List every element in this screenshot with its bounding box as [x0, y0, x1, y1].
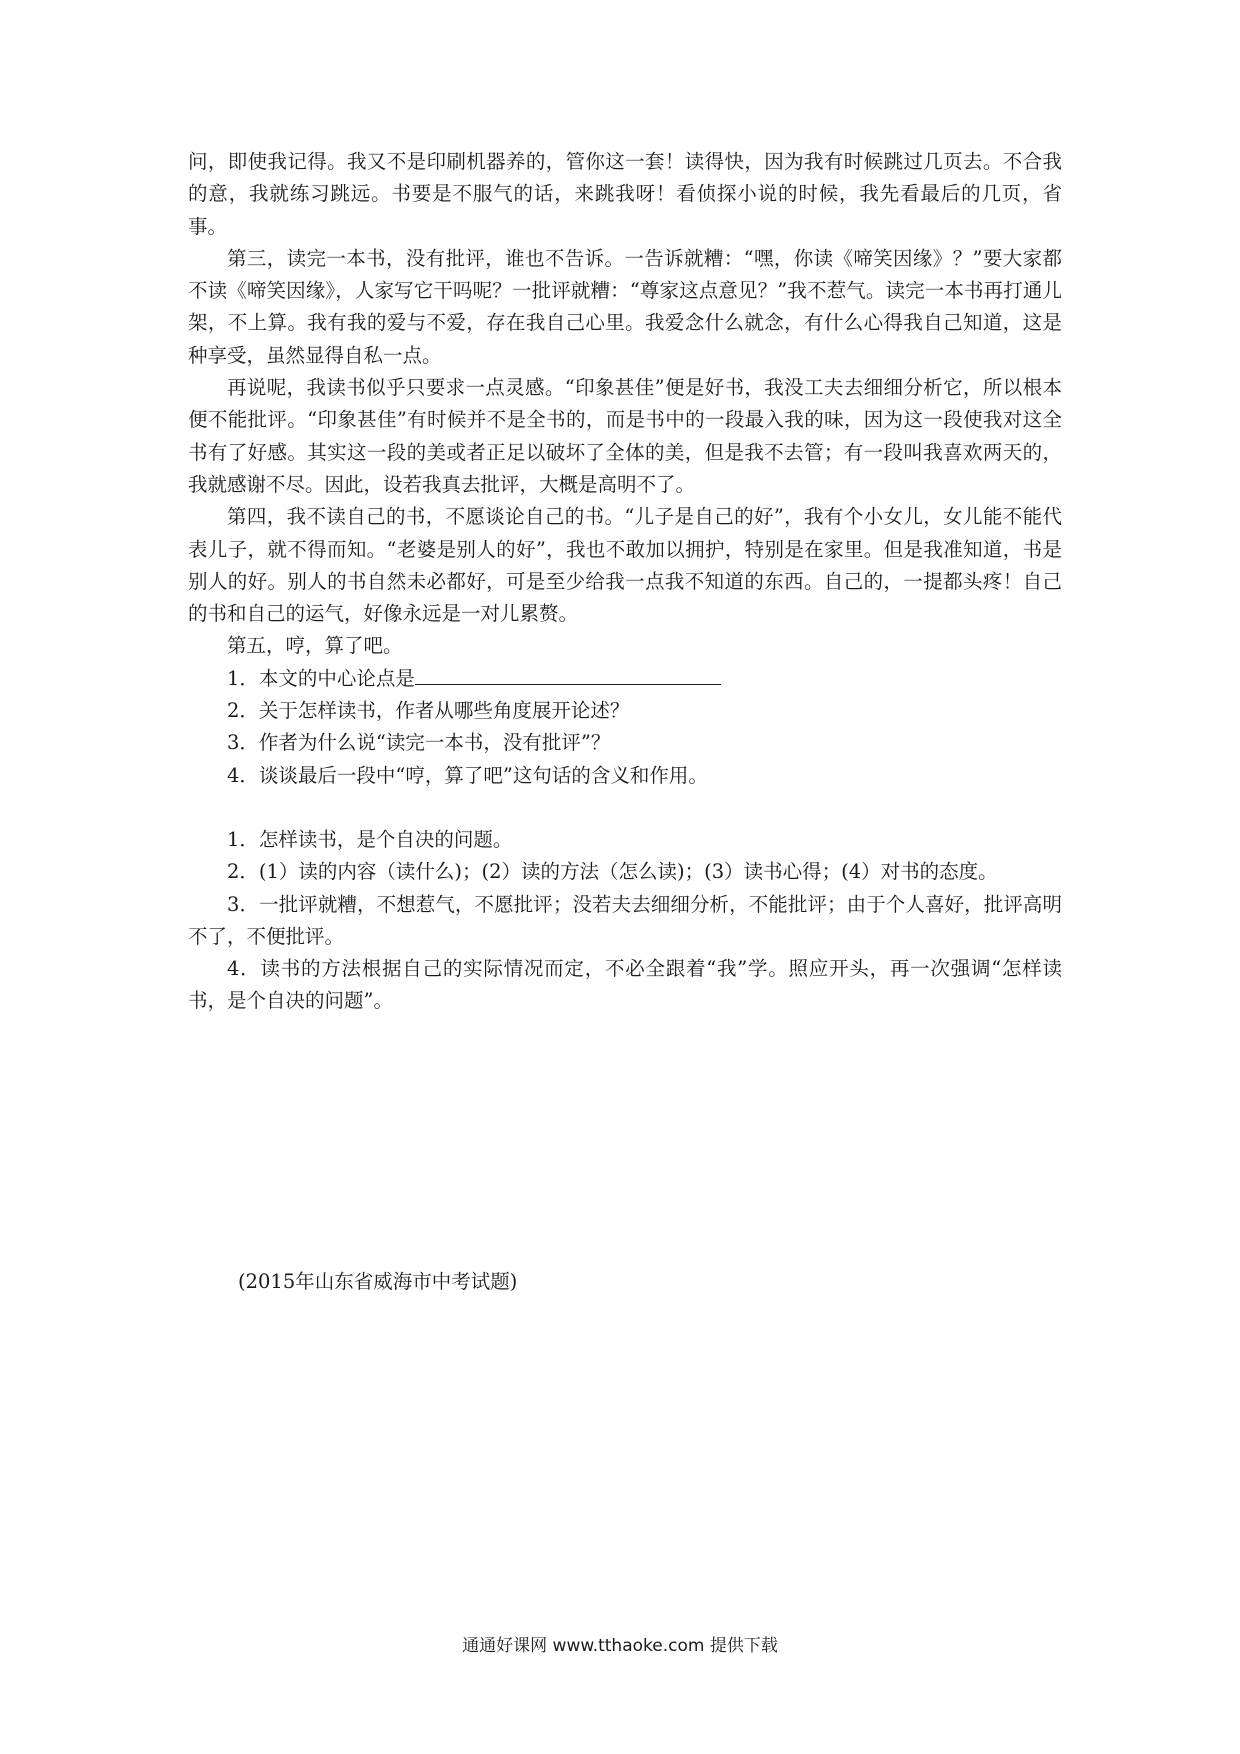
- question-2: 2．关于怎样读书，作者从哪些角度展开论述？: [227, 699, 630, 723]
- passage-paragraph-again: 再说呢，我读书似乎只要求一点灵感。“印象甚佳”便是好书，我没工夫去细细分析它，所以根本便不能批评。“印象甚佳”有时候并不是全书的，而是书中的一段最入我的味，因为这一段使我对这全书有了好感。其实这一段的美或者正足以破坏了全体的美，但是我不去管；有一段叫我喜欢两天的，我就感谢不尽。因此，设若我真去批评，大概是高明不了。: [188, 376, 1062, 496]
- answer-4: 4．读书的方法根据自己的实际情况而定，不必全跟着“我”学。照应开头，再一次强调“怎样读书，是个自决的问题”。: [188, 957, 1062, 1013]
- document-body: [188, 146, 1062, 1018]
- question-3: 3．作者为什么说“读完一本书，没有批评”？: [227, 731, 611, 755]
- passage-continuation: 问，即使我记得。我又不是印刷机器养的，管你这一套！读得快，因为我有时候跳过几页去。不合我的意，我就练习跳远。书要是不服气的话，来跳我呀！看侦探小说的时候，我先看最后的几页，省事。: [188, 150, 1062, 238]
- question-1-text: 1．本文的中心论点是: [227, 666, 415, 690]
- question-1: [188, 663, 1062, 695]
- answer-2: 2．(1）读的内容（读什么)；(2）读的方法（怎么读)；(3）读书心得；(4）对书的态度。: [227, 860, 998, 884]
- passage-paragraph-third: 第三，读完一本书，没有批评，谁也不告诉。一告诉就糟：“嘿，你读《啼笑因缘》？”要大家都不读《啼笑因缘》，人家写它干吗呢？一批评就糟：“尊家这点意见？”我不惹气。读完一本书再打通儿架，不上算。我有我的爱与不爱，存在我自己心里。我爱念什么就念，有什么心得我自己知道，这是种享受，虽然显得自私一点。: [188, 246, 1062, 367]
- answer-blank-line: [415, 664, 721, 685]
- question-4: 4．谈谈最后一段中“哼，算了吧”这句话的含义和作用。: [227, 763, 708, 787]
- page-footer: 通通好课网 www.tthaoke.com 提供下载: [462, 1636, 778, 1656]
- passage-paragraph-fourth: 第四，我不读自己的书，不愿谈论自己的书。“儿子是自己的好”，我有个小女儿，女儿能不能代表儿子，就不得而知。“老婆是别人的好”，我也不敢加以拥护，特别是在家里。但是我准知道，书是别人的好。别人的书自然未必都好，可是至少给我一点我不知道的东西。自己的，一提都头疼！自己的书和自己的运气，好像永远是一对儿累赘。: [188, 505, 1062, 626]
- source-citation: (2015年山东省威海市中考试题): [238, 1270, 518, 1293]
- answer-1: 1．怎样读书，是个自决的问题。: [227, 827, 513, 851]
- passage-paragraph-fifth: 第五，哼，算了吧。: [227, 634, 403, 658]
- section-gap: [188, 792, 1062, 824]
- answer-3: 3．一批评就糟，不想惹气，不愿批评；没若夫去细细分析，不能批评；由于个人喜好，批评高明不了，不便批评。: [188, 892, 1062, 948]
